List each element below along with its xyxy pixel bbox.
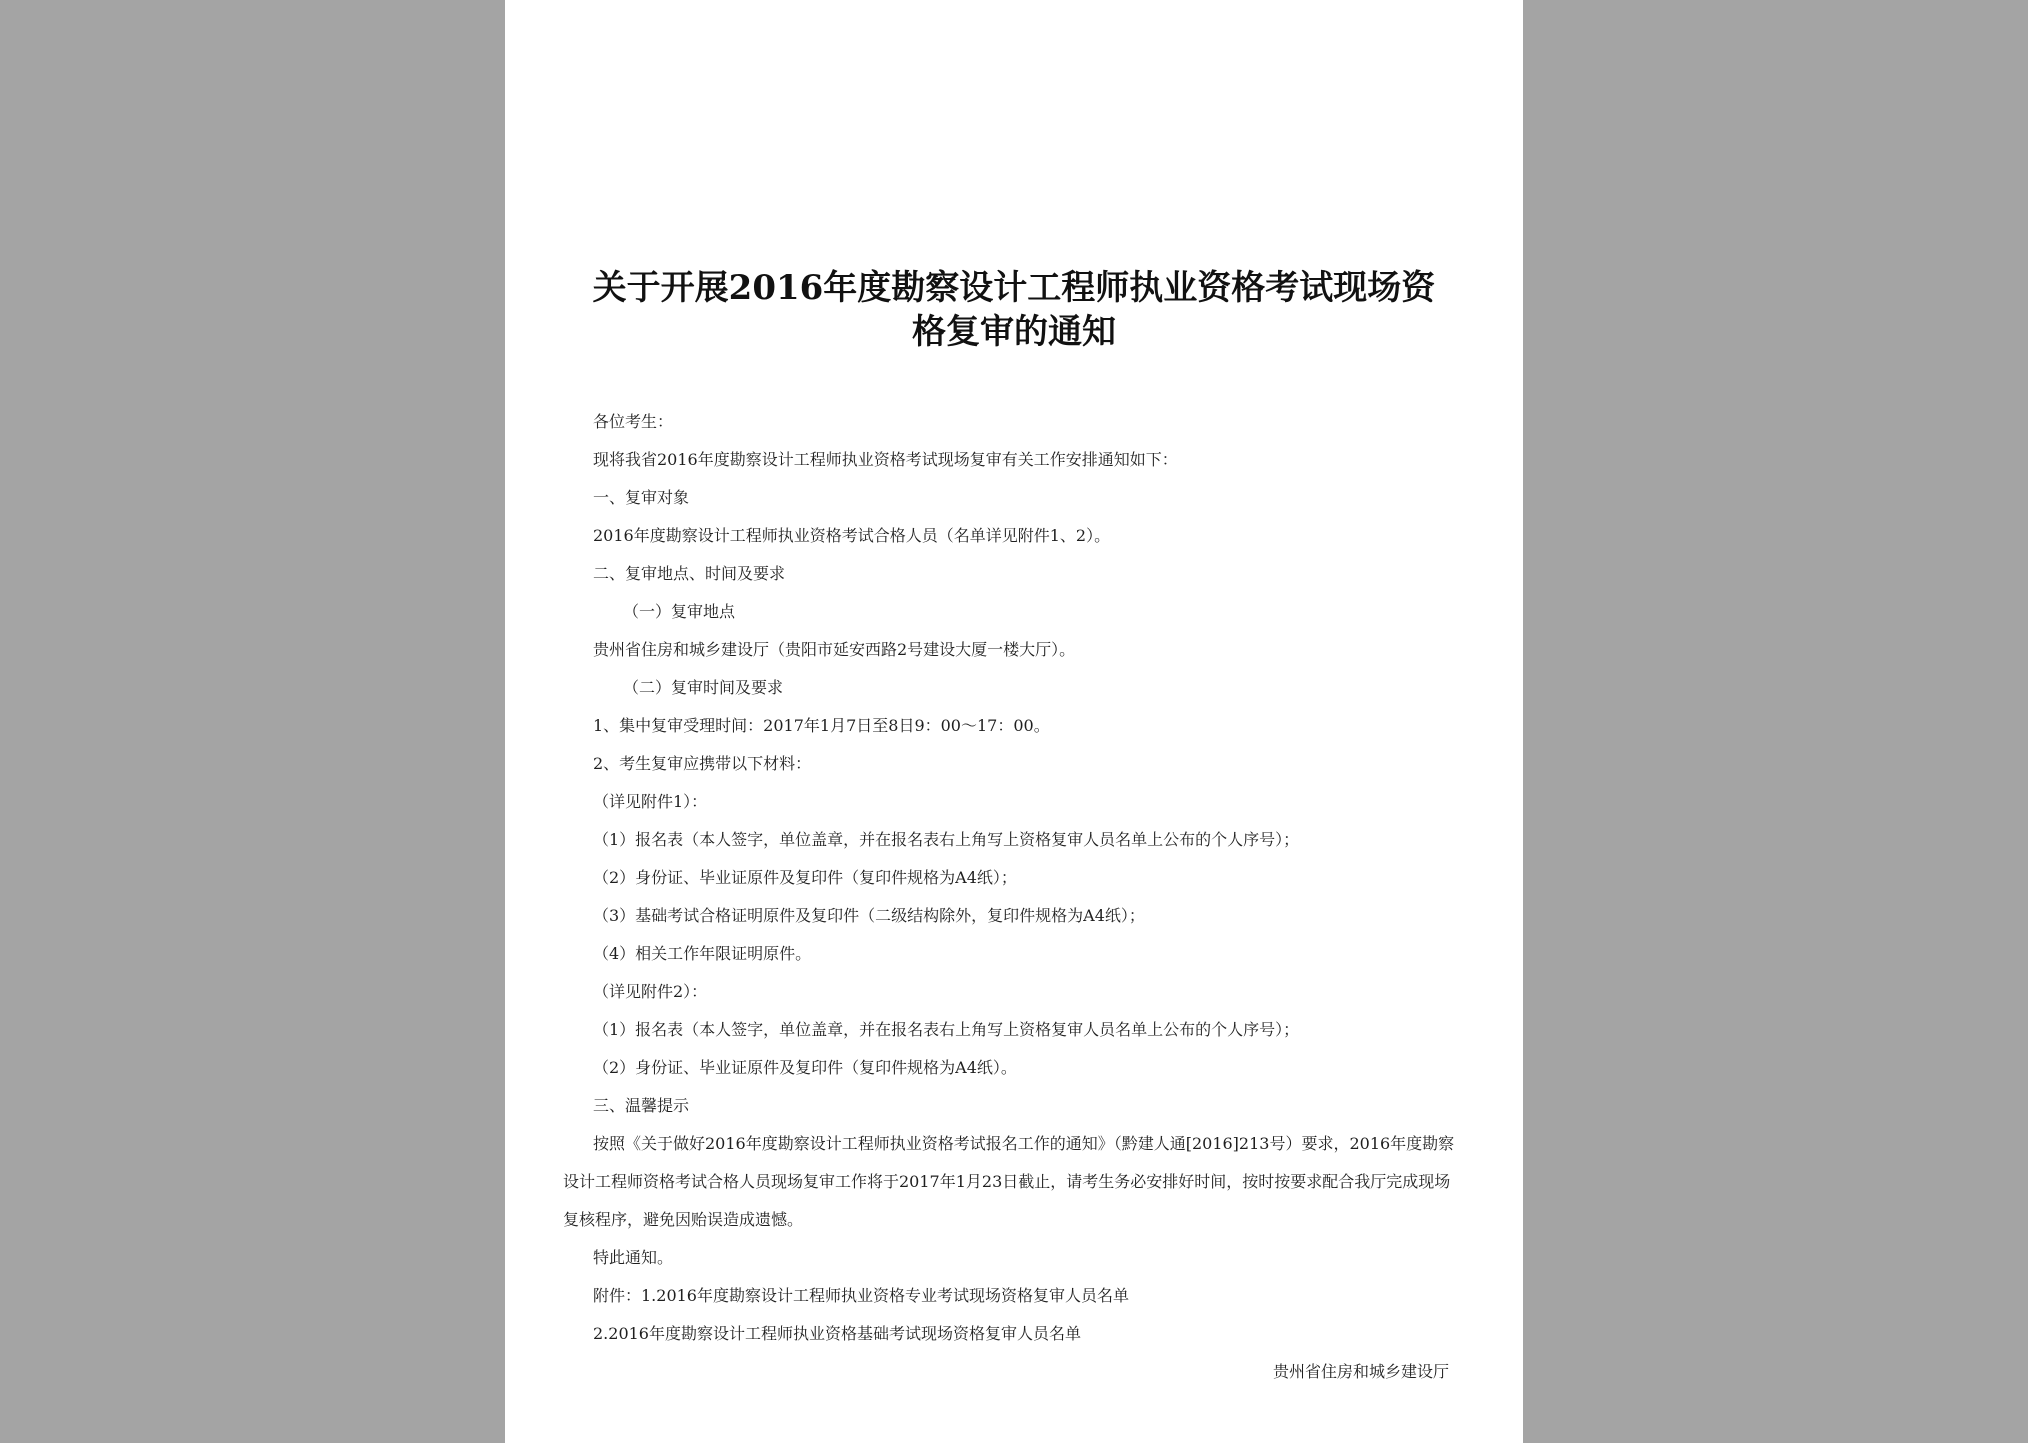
intro-paragraph: 现将我省2016年度勘察设计工程师执业资格考试现场复审有关工作安排通知如下： bbox=[593, 450, 1178, 469]
document-title-line-1: 关于开展2016年度勘察设计工程师执业资格考试现场资 bbox=[592, 268, 1436, 308]
list-item: （4）相关工作年限证明原件。 bbox=[593, 944, 812, 963]
list-item: 2、考生复审应携带以下材料： bbox=[593, 754, 812, 773]
salutation: 各位考生： bbox=[593, 412, 674, 431]
attachment-reference: （详见附件1）： bbox=[593, 792, 708, 811]
list-item: （1）报名表（本人签字，单位盖章，并在报名表右上角写上资格复审人员名单上公布的个人序号）； bbox=[593, 1020, 1300, 1039]
subsection-heading: （一）复审地点 bbox=[623, 602, 736, 621]
paragraph: 2016年度勘察设计工程师执业资格考试合格人员（名单详见附件1、2）。 bbox=[593, 526, 1111, 545]
attachment-item: 2.2016年度勘察设计工程师执业资格基础考试现场资格复审人员名单 bbox=[593, 1324, 1081, 1343]
paragraph: 复核程序，避免因贻误造成遗憾。 bbox=[563, 1210, 804, 1229]
document-title-line-2: 格复审的通知 bbox=[912, 312, 1116, 352]
attachment-reference: （详见附件2）： bbox=[593, 982, 708, 1001]
section-heading-3: 三、温馨提示 bbox=[593, 1096, 690, 1115]
document-page bbox=[505, 0, 1523, 1443]
signature: 贵州省住房和城乡建设厅 bbox=[1273, 1362, 1450, 1381]
list-item: （2）身份证、毕业证原件及复印件（复印件规格为A4纸）； bbox=[593, 868, 1017, 887]
list-item: 1、集中复审受理时间：2017年1月7日至8日9：00～17：00。 bbox=[593, 716, 1050, 735]
list-item: （2）身份证、毕业证原件及复印件（复印件规格为A4纸）。 bbox=[593, 1058, 1017, 1077]
list-item: （3）基础考试合格证明原件及复印件（二级结构除外，复印件规格为A4纸）； bbox=[593, 906, 1145, 925]
section-heading-2: 二、复审地点、时间及要求 bbox=[593, 564, 786, 583]
list-item: （1）报名表（本人签字，单位盖章，并在报名表右上角写上资格复审人员名单上公布的个人序号）； bbox=[593, 830, 1300, 849]
paragraph: 设计工程师资格考试合格人员现场复审工作将于2017年1月23日截止，请考生务必安排好时间，按时按要求配合我厅完成现场 bbox=[563, 1172, 1451, 1191]
paragraph: 按照《关于做好2016年度勘察设计工程师执业资格考试报名工作的通知》（黔建人通[2016]213号）要求，2016年度勘察 bbox=[593, 1134, 1455, 1153]
section-heading-1: 一、复审对象 bbox=[593, 488, 690, 507]
closing-line: 特此通知。 bbox=[593, 1248, 674, 1267]
paragraph: 贵州省住房和城乡建设厅（贵阳市延安西路2号建设大厦一楼大厅）。 bbox=[593, 640, 1076, 659]
subsection-heading: （二）复审时间及要求 bbox=[623, 678, 784, 697]
attachment-item: 附件：1.2016年度勘察设计工程师执业资格专业考试现场资格复审人员名单 bbox=[593, 1286, 1129, 1305]
